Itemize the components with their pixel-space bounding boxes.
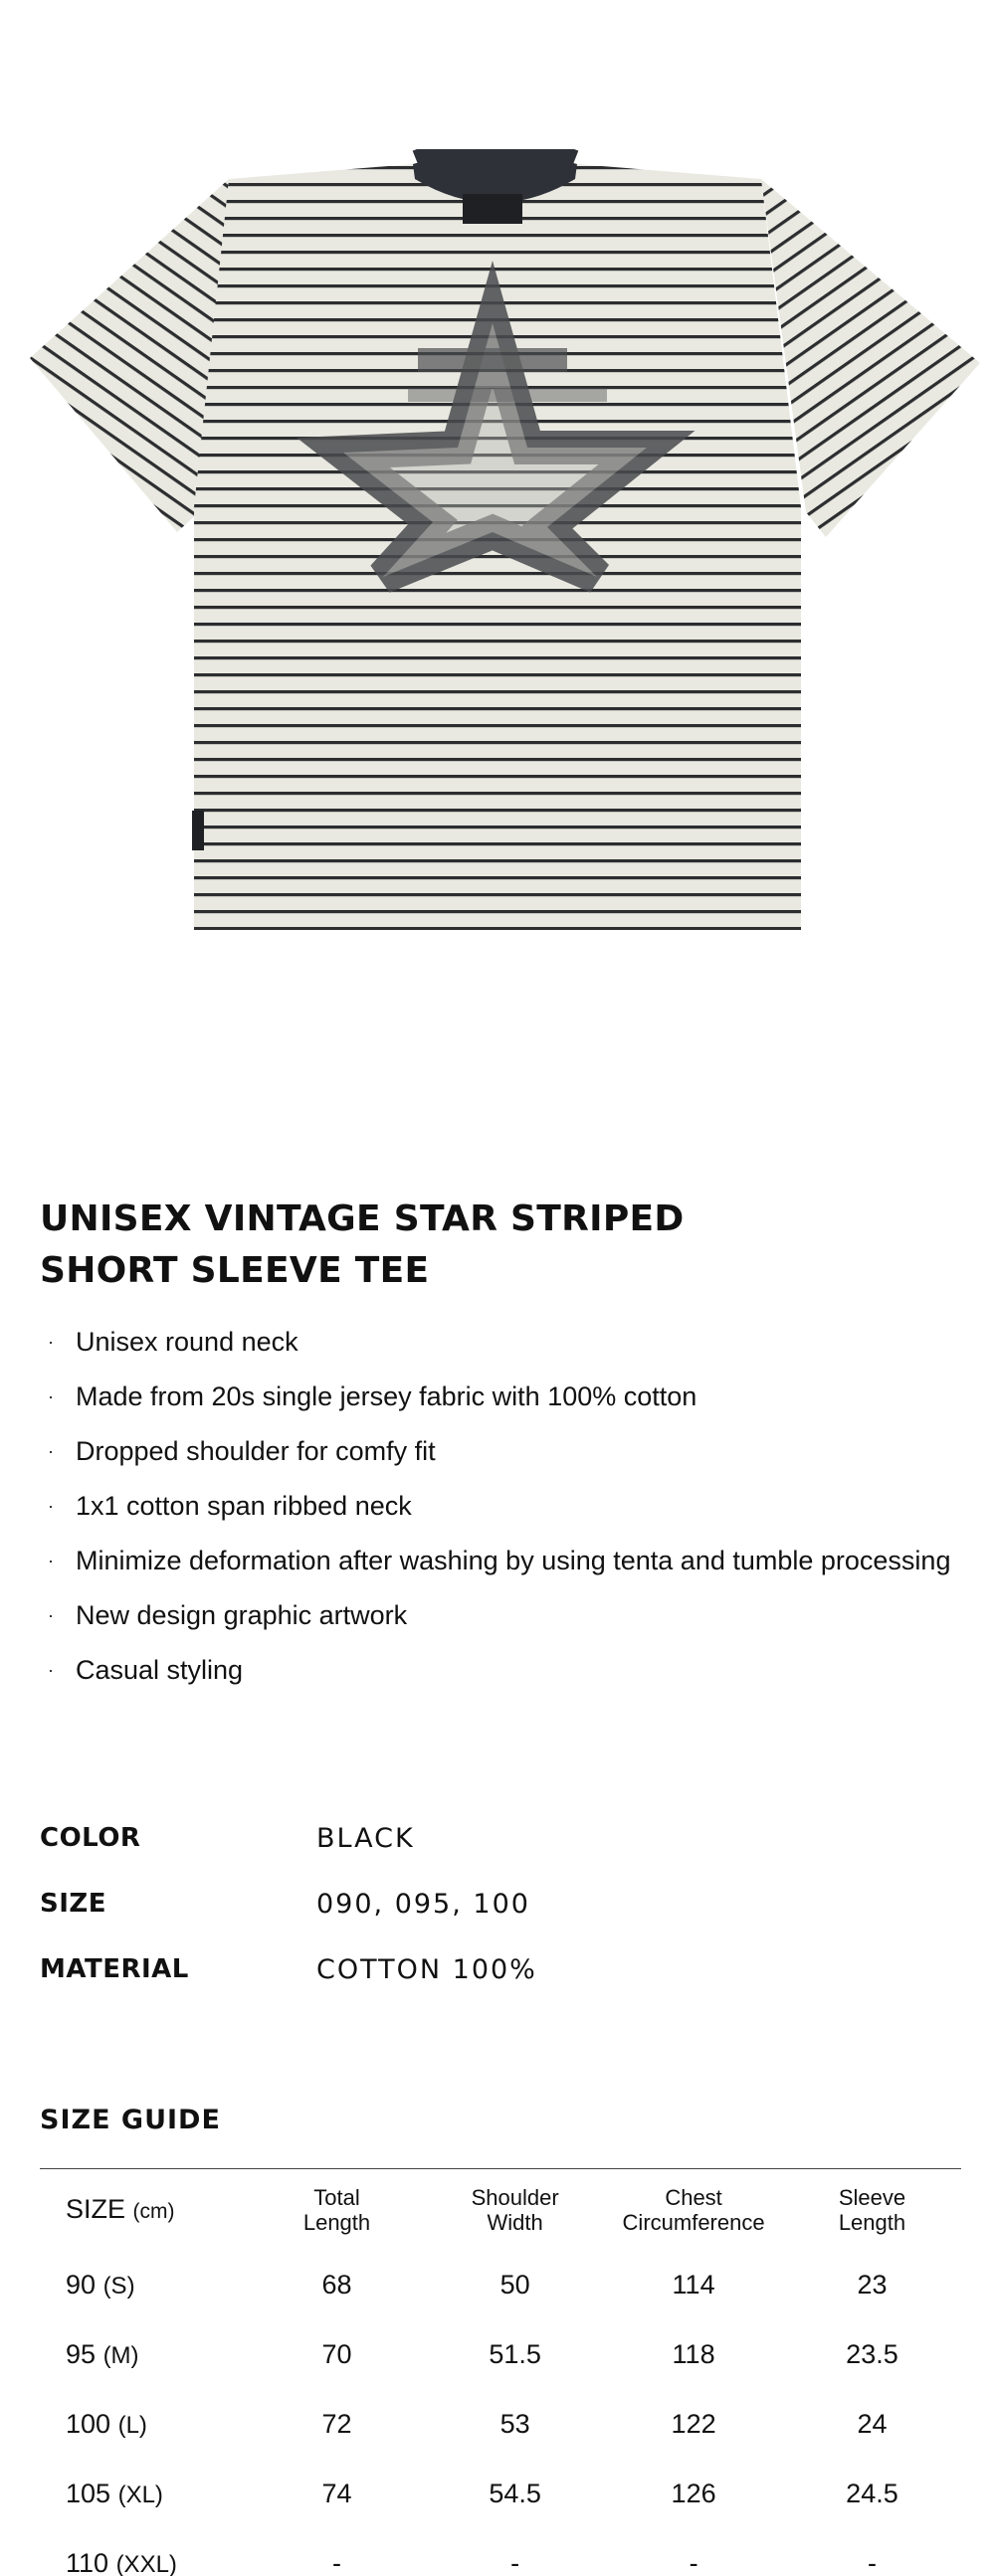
spec-value: 090, 095, 100 bbox=[316, 1888, 530, 1920]
feature-list bbox=[40, 1315, 950, 1698]
size-guide-title: SIZE GUIDE bbox=[40, 2105, 221, 2135]
table-row: 110 (XXL) - - - - bbox=[66, 2547, 877, 2576]
bullet-icon: · bbox=[48, 1332, 54, 1352]
size-guide-table bbox=[40, 2170, 961, 2576]
bullet-icon: · bbox=[48, 1660, 54, 1680]
bullet-icon: · bbox=[48, 1386, 54, 1406]
feature-item: · Minimize deformation after washing by using tenta and tumble processing bbox=[40, 1534, 950, 1588]
table-row: 95 (M) 70 51.5 118 23.5 bbox=[66, 2338, 898, 2369]
bullet-icon: · bbox=[48, 1605, 54, 1625]
header-sleeve-length: Sleeve Length bbox=[838, 2185, 906, 2235]
product-image bbox=[30, 149, 980, 935]
spec-value: BLACK bbox=[316, 1822, 415, 1854]
spec-key: COLOR bbox=[40, 1823, 141, 1853]
divider bbox=[40, 2168, 961, 2169]
header-size: SIZE (cm) bbox=[66, 2193, 175, 2224]
spec-value: COTTON 100% bbox=[316, 1953, 537, 1985]
spec-list bbox=[40, 1805, 935, 2002]
bullet-icon: · bbox=[48, 1496, 54, 1516]
header-chest-circumference: Chest Circumference bbox=[622, 2185, 765, 2235]
feature-item: · Unisex round neck bbox=[40, 1315, 950, 1370]
product-title bbox=[40, 1194, 685, 1297]
spec-key: MATERIAL bbox=[40, 1954, 189, 1984]
table-row: 100 (L) 72 53 122 24 bbox=[66, 2408, 888, 2439]
feature-item: · Made from 20s single jersey fabric with 100% cotton bbox=[40, 1370, 950, 1424]
product-title-line-1: UNISEX VINTAGE STAR STRIPED bbox=[40, 1198, 685, 1239]
table-header-row bbox=[40, 2170, 961, 2250]
spec-row-color bbox=[40, 1805, 935, 1871]
table-row: 90 (S) 68 50 114 23 bbox=[66, 2269, 888, 2300]
product-title-line-2: SHORT SLEEVE TEE bbox=[40, 1250, 430, 1291]
header-shoulder-width: Shoulder Width bbox=[471, 2185, 559, 2235]
spec-key: SIZE bbox=[40, 1889, 107, 1919]
feature-item: · Dropped shoulder for comfy fit bbox=[40, 1424, 950, 1479]
bullet-icon: · bbox=[48, 1551, 54, 1570]
spec-row-size bbox=[40, 1871, 935, 1936]
feature-item: · New design graphic artwork bbox=[40, 1588, 950, 1643]
feature-item: · 1x1 cotton span ribbed neck bbox=[40, 1479, 950, 1534]
feature-item: · Casual styling bbox=[40, 1643, 950, 1698]
header-total-length: Total Length bbox=[302, 2185, 371, 2235]
table-row: 105 (XL) 74 54.5 126 24.5 bbox=[66, 2478, 898, 2508]
bullet-icon: · bbox=[48, 1441, 54, 1461]
spec-row-material bbox=[40, 1936, 935, 2002]
